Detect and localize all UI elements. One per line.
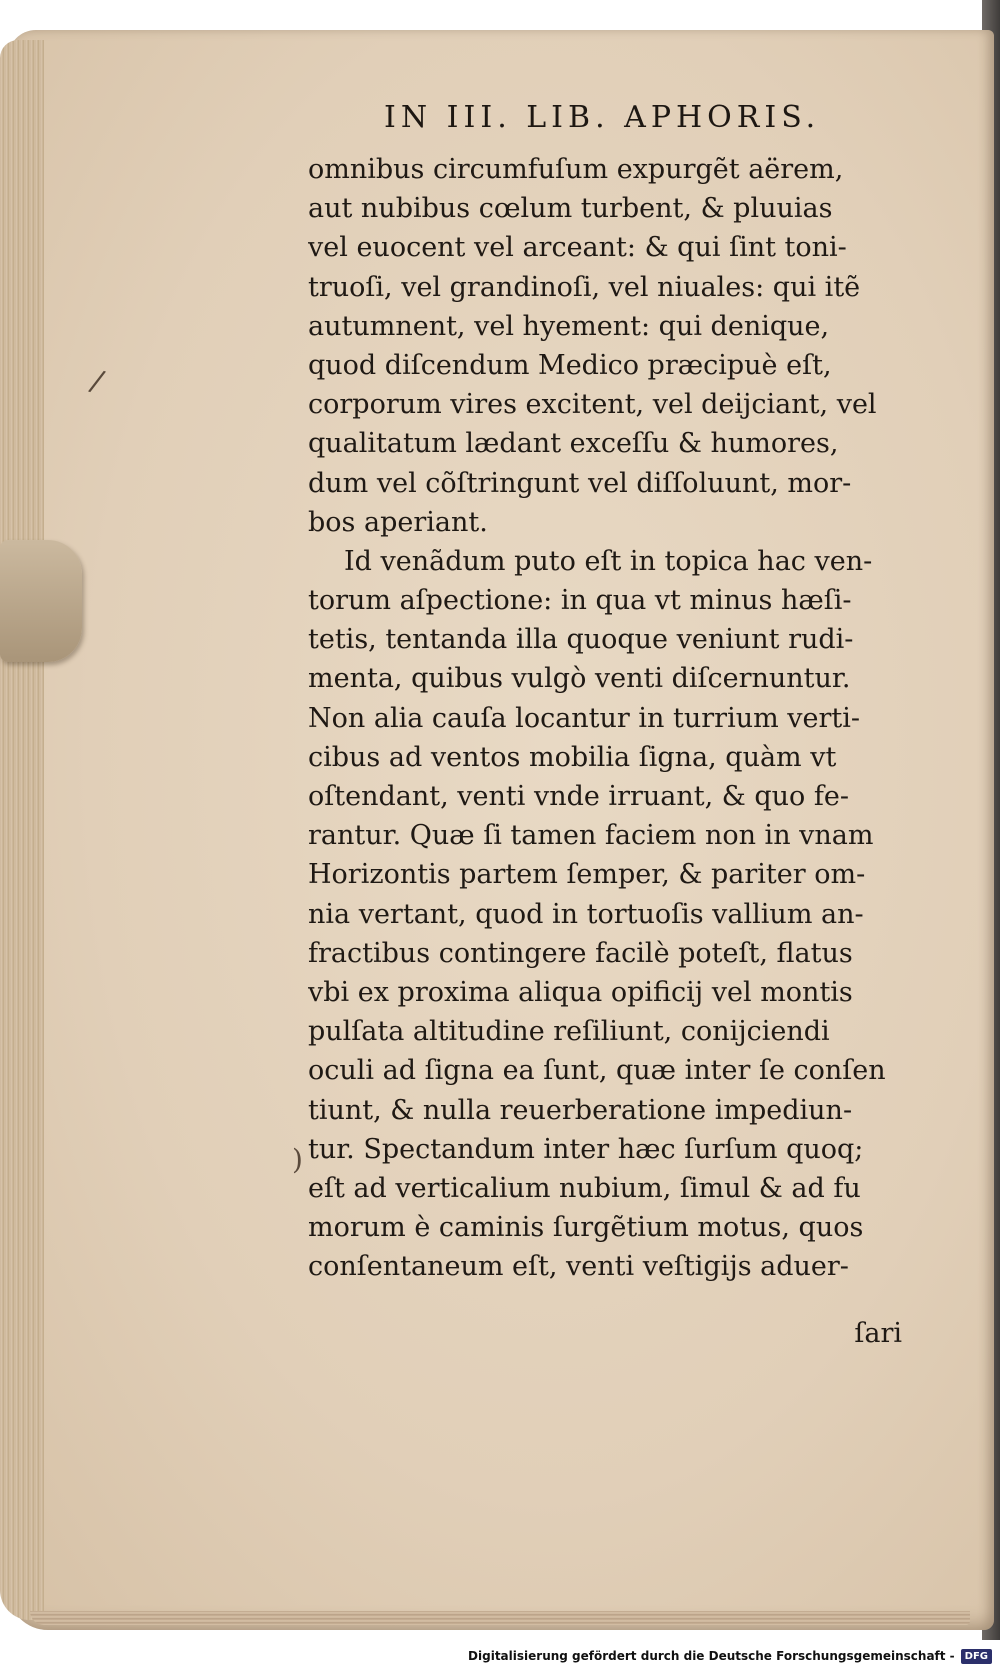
credit-text: Digitalisierung gefördert durch die Deutsche Forschungsgemeinschaft - — [468, 1649, 955, 1663]
text-line: corporum vires excitent, vel deijciant, vel — [308, 389, 877, 421]
margin-mark: / — [86, 363, 108, 400]
text-line: eſt ad verticalium nubium, ſimul & ad fu — [308, 1172, 861, 1204]
text-line: tetis, tentanda illa quoque veniunt rudi- — [308, 624, 854, 656]
text-line: morum è caminis ſurgẽtium motus, quos — [308, 1212, 864, 1244]
text-line: oculi ad ſigna ea ſunt, quæ inter ſe conſen — [308, 1055, 886, 1087]
page-edges-left — [0, 40, 44, 1620]
text-line: rantur. Quæ ſi tamen faciem non in vnam — [308, 820, 874, 852]
text-line: Id venãdum puto eſt in topica hac ven- — [344, 545, 873, 577]
text-line: conſentaneum eſt, venti veſtigijs aduer- — [308, 1251, 849, 1283]
text-line: autumnent, vel hyement: qui denique, — [308, 310, 830, 342]
text-line: truoſi, vel grandinoſi, vel niuales: qui itẽ — [308, 271, 861, 303]
text-line: nia vertant, quod in tortuoſis vallium an- — [308, 898, 864, 930]
text-line: Horizontis partem ſemper, & pariter om- — [308, 859, 866, 891]
text-line: dum vel cõſtringunt vel diſſoluunt, mor- — [308, 467, 852, 499]
text-line: torum aſpectione: in qua vt minus hæſi- — [308, 585, 852, 617]
running-header: IN III. LIB. APHORIS. — [384, 100, 821, 135]
text-line: fractibus contingere facilè poteſt, flatus — [308, 937, 853, 969]
catchword: ſari — [854, 1318, 902, 1349]
page-tab-marker — [0, 540, 82, 662]
dfg-logo: DFG — [961, 1649, 992, 1664]
text-line: pulſata altitudine reſiliunt, conijciendi — [308, 1016, 830, 1048]
text-line: vbi ex proxima aliqua opificij vel montis — [308, 976, 853, 1008]
text-line: oſtendant, venti vnde irruant, & quo fe- — [308, 781, 849, 812]
text-line: quod diſcendum Medico præcipuè eſt, — [308, 349, 832, 381]
digitization-credit — [468, 1645, 992, 1667]
text-line: Non alia cauſa locantur in turrium verti- — [308, 702, 861, 734]
text-line: bos aperiant. — [308, 506, 488, 538]
margin-mark: ) — [292, 1143, 303, 1176]
body-text — [308, 150, 918, 1286]
text-line: omnibus circumfuſum expurgẽt aërem, — [308, 154, 844, 185]
text-line: menta, quibus vulgò venti diſcernuntur. — [308, 663, 851, 695]
text-line: tiunt, & nulla reuerberatione impediun- — [308, 1094, 853, 1126]
text-line: vel euocent vel arceant: & qui ſint toni- — [308, 232, 847, 264]
text-line: qualitatum lædant exceſſu & humores, — [308, 428, 839, 460]
text-line: tur. Spectandum inter hæc ſurſum quoq; — [308, 1133, 864, 1165]
text-line: aut nubibus cœlum turbent, & pluuias — [308, 193, 833, 225]
page-edges-bottom — [30, 1611, 970, 1625]
text-line: cibus ad ventos mobilia ſigna, quàm vt — [308, 741, 837, 773]
